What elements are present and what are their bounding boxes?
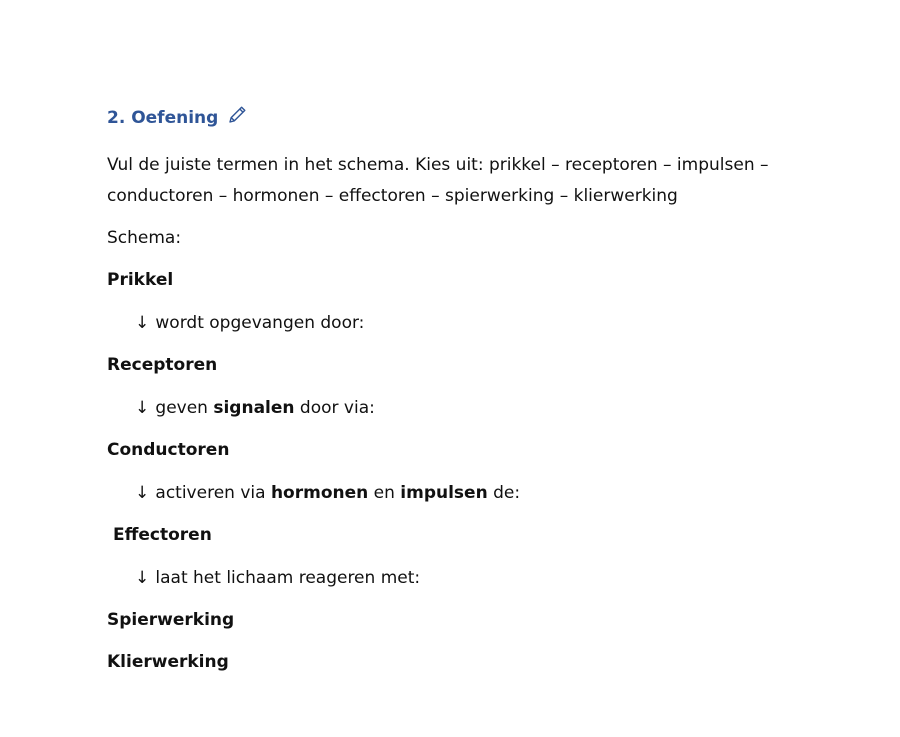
arrow-step-4-text: laat het lichaam reageren met: <box>150 568 421 588</box>
instructions-line-2: conductoren – hormonen – effectoren – spierwerking – klierwerking <box>107 186 678 206</box>
term-klierwerking: Klierwerking <box>107 652 229 672</box>
term-effectoren: Effectoren <box>113 525 212 545</box>
arrow-step-1 <box>135 312 364 334</box>
term-spierwerking: Spierwerking <box>107 610 235 630</box>
arrow-step-3 <box>135 482 520 504</box>
instructions <box>107 150 807 212</box>
term-conductoren: Conductoren <box>107 440 230 460</box>
arrow-step-4 <box>135 567 420 589</box>
arrow-step-3-mid: en <box>368 483 401 503</box>
instructions-line-1: Vul de juiste termen in het schema. Kies uit: prikkel – receptoren – impulsen – <box>107 155 769 175</box>
arrow-down-icon: ↓ <box>135 398 150 418</box>
pencil-icon <box>226 104 248 126</box>
arrow-step-2-post: door via: <box>294 398 375 418</box>
arrow-step-2-pre: geven <box>150 398 214 418</box>
exercise-heading <box>107 108 248 128</box>
arrow-step-1-text: wordt opgevangen door: <box>150 313 365 333</box>
arrow-down-icon: ↓ <box>135 313 150 333</box>
arrow-down-icon: ↓ <box>135 483 150 503</box>
arrow-step-2 <box>135 397 375 419</box>
exercise-title: 2. Oefening <box>107 108 219 128</box>
schema-label: Schema: <box>107 228 182 248</box>
arrow-step-3-post: de: <box>487 483 521 503</box>
arrow-step-3-pre: activeren via <box>150 483 271 503</box>
arrow-step-3-bold-1: hormonen <box>270 483 369 503</box>
arrow-step-2-bold: signalen <box>213 398 295 418</box>
arrow-step-3-bold-2: impulsen <box>400 483 488 503</box>
arrow-down-icon: ↓ <box>135 568 150 588</box>
term-prikkel: Prikkel <box>107 270 174 290</box>
term-receptoren: Receptoren <box>107 355 218 375</box>
